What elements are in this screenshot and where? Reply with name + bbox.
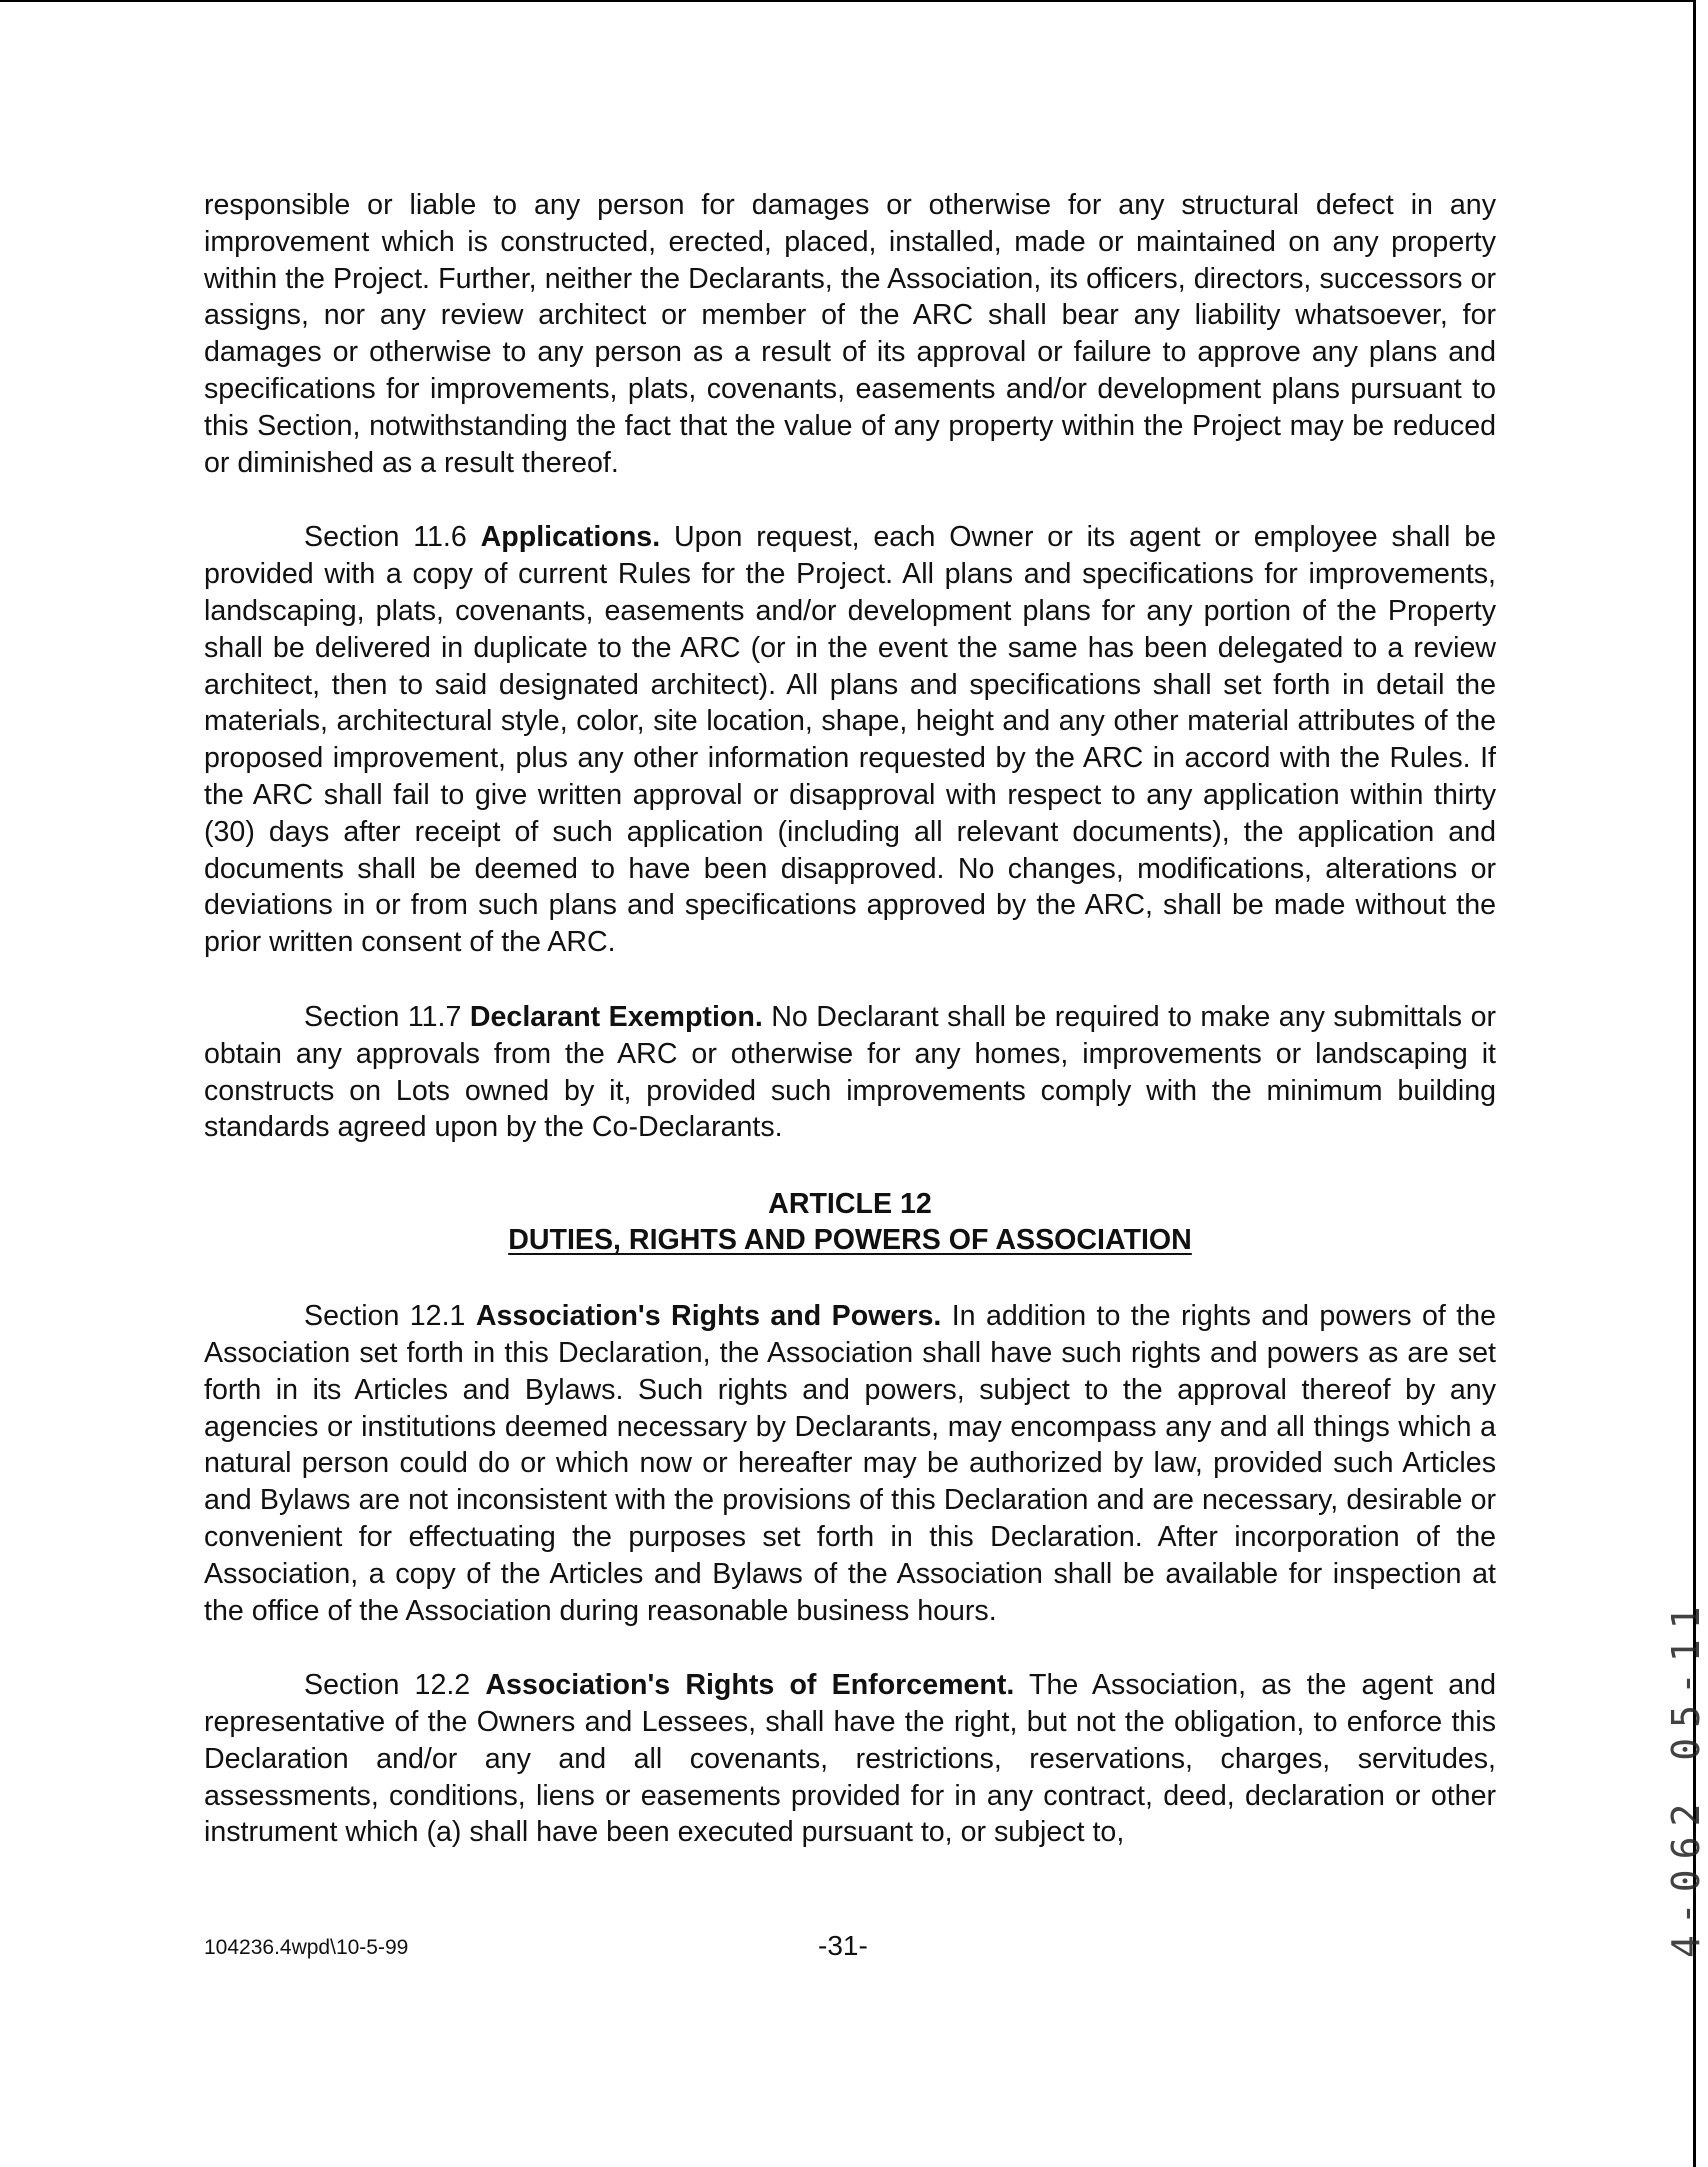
section-11-6-applications [204,519,1496,961]
section-body: Upon request, each Owner or its agent or employee shall be provided with a copy of current Rules for the Project. All plans and specifications for improvements, landscaping, plats, covenants, easements and/or development plans for any portion of the Property shall be delivered in duplicate to the ARC (or in the event the same has been delegated to a review architect, then to said designated architect). All plans and specifications shall set forth in detail the materials, architectural style, color, site location, shape, height and any other material attributes of the proposed improvement, plus any other information requested by the ARC in accord with the Rules. If the ARC shall fail to give written approval or disapproval with respect to any application within thirty (30) days after receipt of such application (including all relevant documents), the application and documents shall be deemed to have been disapproved. No changes, modifications, alterations or deviations in or from such plans and specifications approved by the ARC, shall be made without the prior written consent of the ARC. [204,521,1496,959]
page-top-border [0,0,1696,2]
section-heading: Association's Rights and Powers. [475,1300,942,1333]
section-heading: Declarant Exemption. [469,1000,763,1033]
recording-stamp-text: 4-062 05-11 [1664,1596,1708,1958]
document-page [204,187,1496,1851]
margin-recording-stamp [1634,1590,1708,1960]
section-number: Section 11.7 [304,1000,462,1033]
section-11-7-declarant-exemption [204,999,1496,1146]
page-number: -31- [818,1930,868,1961]
section-number: Section 12.2 [304,1669,471,1702]
section-body: The Association, as the agent and representative of the Owners and Lessees, shall have the right, but not the obligation, to enforce this Declaration and/or any and all covenants, restrictions, reservations, charges, servitudes, assessments, conditions, liens or easements provided for in any contract, deed, declaration or other instrument which (a) shall have been executed pursuant to, or subject to, [204,1669,1496,1849]
section-12-2-rights-of-enforcement [204,1667,1496,1851]
document-id: 104236.4wpd\10-5-99 [204,1936,409,1959]
section-heading: Applications. [480,521,661,554]
section-12-1-rights-and-powers [204,1298,1496,1629]
section-number: Section 12.1 [304,1300,466,1333]
article-title-text: DUTIES, RIGHTS AND POWERS OF ASSOCIATION [508,1224,1192,1257]
section-number: Section 11.6 [304,521,467,554]
section-heading: Association's Rights of Enforcement. [485,1669,1015,1702]
paragraph-liability-continuation: responsible or liable to any person for damages or otherwise for any structural defect in any improvement which is constructed, erected, placed, installed, made or maintained on any property within the Project. Further, neither the Declarants, the Association, its officers, directors, successors or assigns, nor any review architect or member of the ARC shall bear any liability whatsoever, for damages or otherwise to any person as a result of its approval or failure to approve any plans and specifications for improvements, plats, covenants, easements and/or development plans pursuant to this Section, notwithstanding the fact that the value of any property within the Project may be reduced or diminished as a result thereof. [204,189,1496,479]
article-number: ARTICLE 12 [768,1188,932,1221]
section-body: No Declarant shall be required to make any submittals or obtain any approvals from the ARC or otherwise for any homes, improvements or landscaping it constructs on Lots owned by it, provided such improvements comply with the minimum building standards agreed upon by the Co-Declarants. [204,1000,1496,1144]
article-title [204,1222,1496,1258]
page-footer [204,1930,1496,1970]
section-body: In addition to the rights and powers of the Association set forth in this Declaration, the Association shall have such rights and powers as are set forth in its Articles and Bylaws. Such rights and powers, subject to the approval thereof by any agencies or institutions deemed necessary by Declarants, may encompass any and all things which a natural person could do or which now or hereafter may be authorized by law, provided such Articles and Bylaws are not inconsistent with the provisions of this Declaration and are necessary, desirable or convenient for effectuating the purposes set forth in this Declaration. After incorporation of the Association, a copy of the Articles and Bylaws of the Association shall be available for inspection at the office of the Association during reasonable business hours. [204,1300,1496,1627]
